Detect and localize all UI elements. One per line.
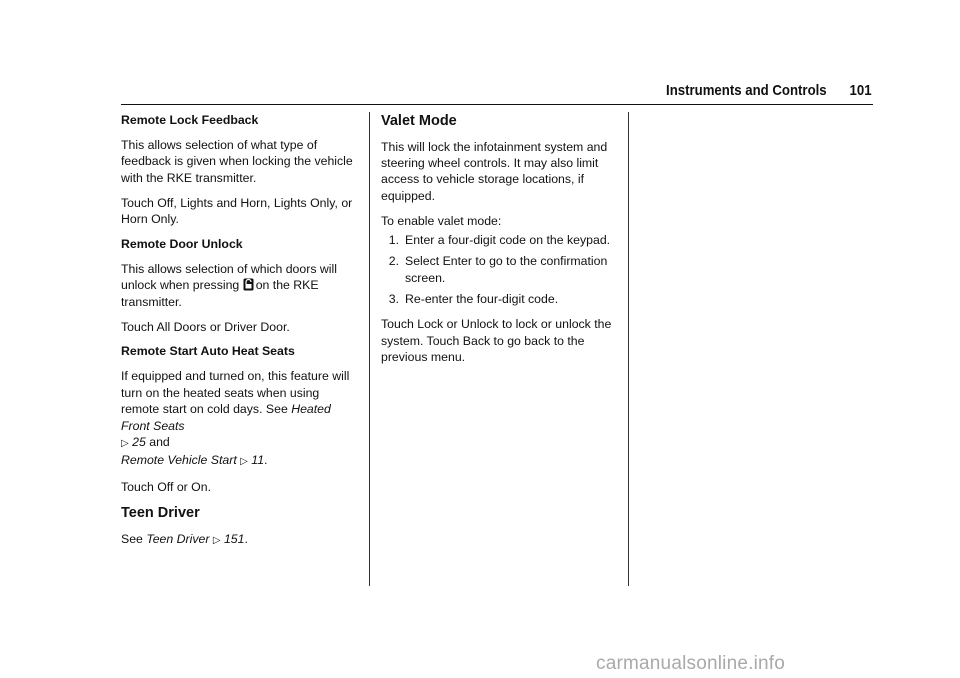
connector-and: and <box>149 435 170 449</box>
remote-door-unlock-options: Touch All Doors or Driver Door. <box>121 319 290 334</box>
remote-vehicle-start-page[interactable]: 11 <box>251 453 265 468</box>
valet-mode-closing: Touch Lock or Unlock to lock or unlock the system. Touch Back to go back to the previous menu. <box>381 317 612 364</box>
step-number: 3. <box>388 292 399 307</box>
teen-driver-see: See <box>121 531 143 546</box>
unlock-key-icon <box>243 278 254 291</box>
step-number: 2. <box>388 254 399 269</box>
page-reference-arrow-icon: ▷ <box>240 456 248 468</box>
column-left <box>121 112 357 558</box>
remote-door-unlock-title: Remote Door Unlock <box>121 236 243 251</box>
teen-driver-page[interactable]: 151 <box>223 531 245 546</box>
column-divider-2 <box>628 112 629 586</box>
teen-driver-text: See Teen Driver ▷ 151. <box>121 531 248 546</box>
remote-door-unlock-text <box>121 261 357 310</box>
step-text: Select Enter to go to the confirmation screen. <box>405 254 608 285</box>
valet-mode-text: This will lock the infotainment system and steering wheel controls. It may also limit access to vehicle storage locations, if equipped. <box>381 139 608 203</box>
heated-front-seats-page[interactable]: 25 <box>132 435 146 449</box>
list-item <box>381 291 617 307</box>
page-number: 101 <box>849 82 872 99</box>
page-reference-arrow-icon: ▷ <box>212 534 221 546</box>
auto-heat-seats-options: Touch Off or On. <box>121 480 211 495</box>
page-reference-arrow-icon: ▷ <box>121 438 129 449</box>
remote-door-unlock-text-2: on the RKE transmitter. <box>121 278 319 309</box>
column-divider-1 <box>369 112 370 586</box>
remote-lock-feedback-options: Touch Off, Lights and Horn, Lights Only, or Horn Only. <box>121 195 353 227</box>
auto-heat-seats-text: If equipped and turned on, this feature will turn on the heated seats when using remote start on cold days. See Heated Front Seats ▷ 25 and Remote Vehicle Start ▷ 11. <box>121 369 350 468</box>
remote-lock-feedback-text: This allows selection of what type of feedback is given when locking the vehicle with the RKE transmitter. <box>121 137 353 185</box>
list-item <box>381 253 617 286</box>
section-title: Instruments and Controls <box>666 82 828 99</box>
list-item <box>381 232 617 248</box>
valet-mode-intro: To enable valet mode: <box>381 213 502 228</box>
remote-door-unlock-text-1: This allows selection of which doors will unlock when pressing <box>121 261 337 293</box>
valet-mode-steps <box>381 232 617 308</box>
step-text: Re-enter the four-digit code. <box>405 292 559 307</box>
teen-driver-heading: Teen Driver <box>121 505 200 522</box>
column-middle <box>381 112 617 374</box>
auto-heat-seats-title: Remote Start Auto Heat Seats <box>121 344 295 359</box>
header-rule <box>121 104 873 105</box>
teen-driver-link[interactable]: Teen Driver <box>146 531 210 546</box>
remote-lock-feedback-title: Remote Lock Feedback <box>121 113 259 127</box>
valet-mode-heading: Valet Mode <box>381 113 457 129</box>
step-text: Enter a four-digit code on the keypad. <box>405 233 611 248</box>
step-number: 1. <box>388 233 399 248</box>
watermark: carmanualsonline.info <box>596 653 786 674</box>
heated-front-seats-link[interactable]: Heated Front Seats <box>121 402 331 433</box>
auto-heat-seats-text-1: If equipped and turned on, this feature will turn on the heated seats when using remote start on cold days. See <box>121 369 350 417</box>
remote-vehicle-start-link[interactable]: Remote Vehicle Start <box>121 453 237 468</box>
page-header <box>666 82 872 104</box>
